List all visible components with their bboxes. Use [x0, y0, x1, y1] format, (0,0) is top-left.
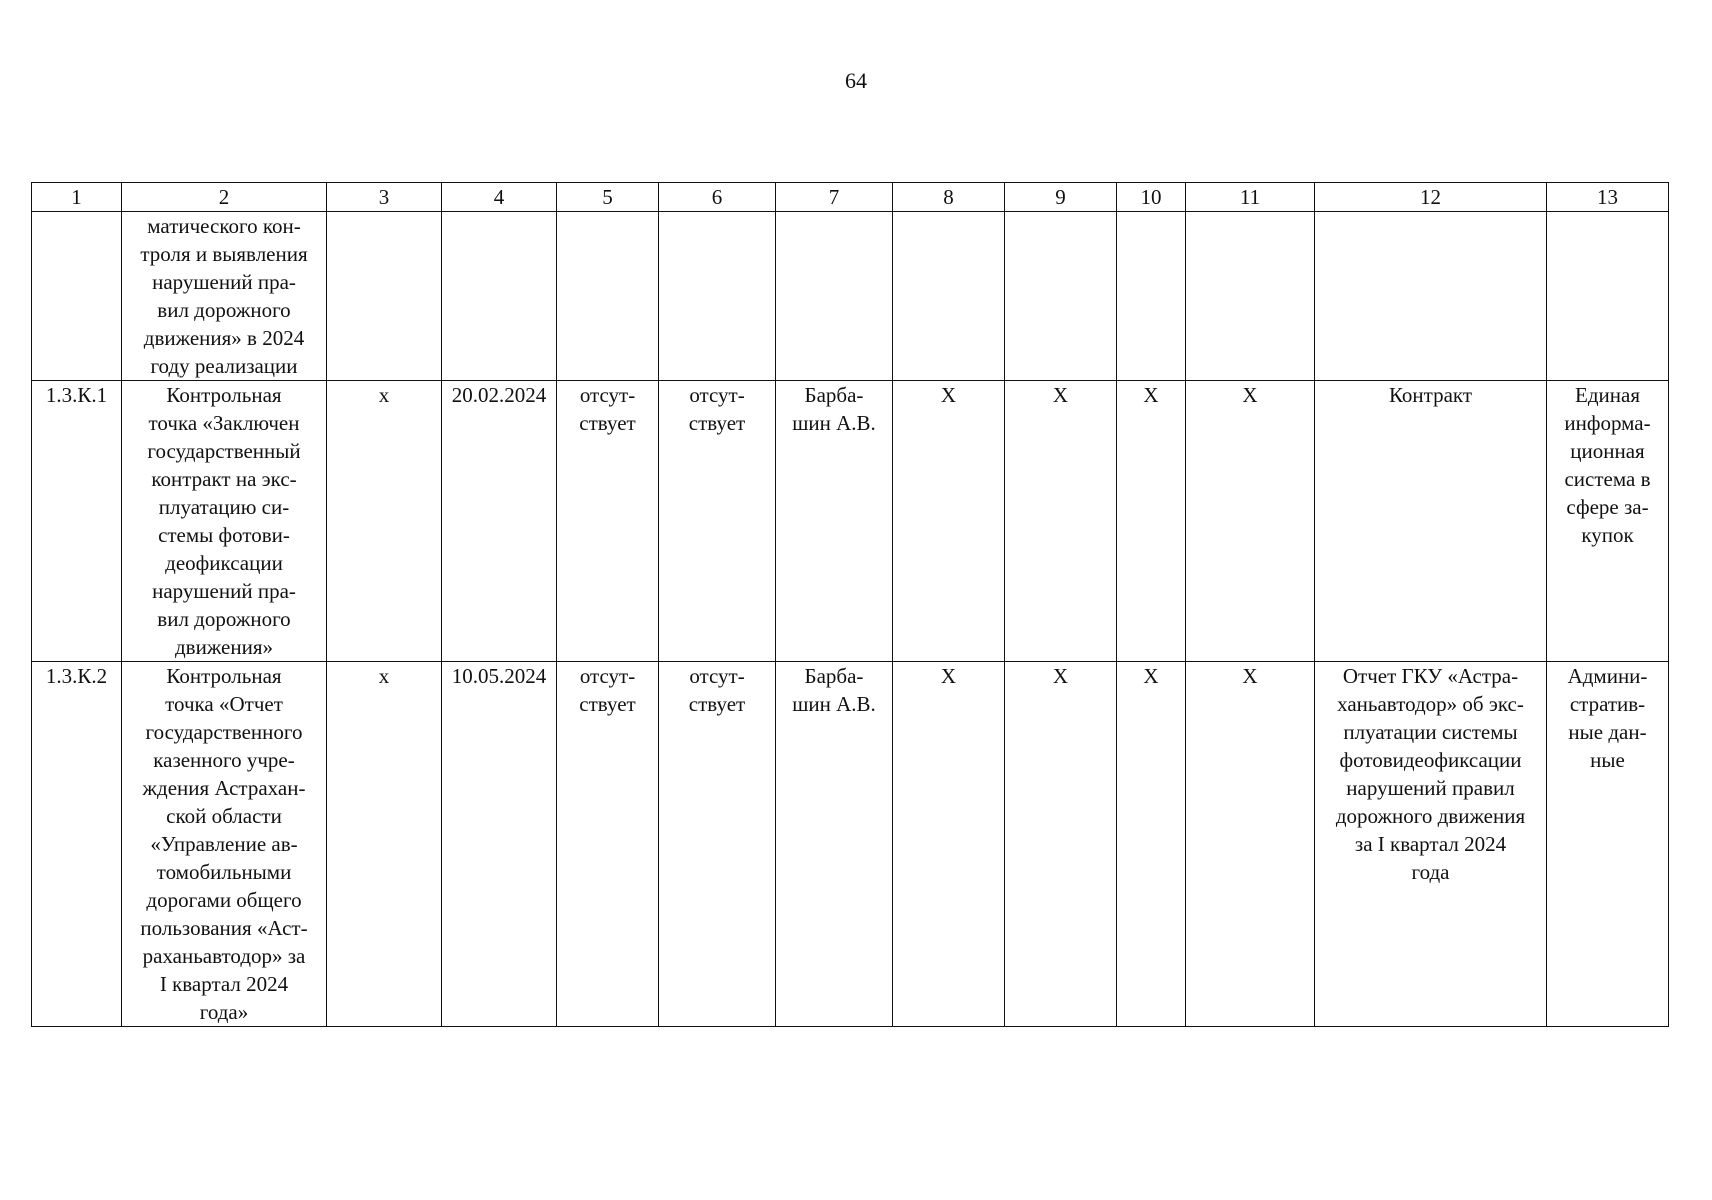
page-number: 64	[845, 68, 867, 93]
table-cell: X	[1117, 662, 1186, 1027]
table-cell: X	[1117, 381, 1186, 662]
responsible-cell: Барба- шин А.В.	[776, 662, 893, 1027]
header-col-9: 9	[1005, 183, 1117, 212]
table-cell	[1117, 212, 1186, 381]
header-col-12: 12	[1315, 183, 1547, 212]
table-cell	[32, 212, 122, 381]
table-cell	[776, 212, 893, 381]
table-row	[32, 662, 1669, 1027]
row-id-cell: 1.3.К.1	[32, 381, 122, 662]
header-col-5: 5	[557, 183, 659, 212]
header-col-3: 3	[327, 183, 442, 212]
table-cell: X	[1186, 662, 1315, 1027]
table-cell: X	[1186, 381, 1315, 662]
date-cell: 10.05.2024	[442, 662, 557, 1027]
table-cell	[557, 212, 659, 381]
table-cell: X	[1005, 381, 1117, 662]
header-col-1: 1	[32, 183, 122, 212]
header-col-8: 8	[893, 183, 1005, 212]
table-cell: отсут- ствует	[557, 662, 659, 1027]
table-cell: отсут- ствует	[659, 381, 776, 662]
header-col-11: 11	[1186, 183, 1315, 212]
table-cell: X	[1005, 662, 1117, 1027]
table-cell: X	[893, 381, 1005, 662]
header-col-6: 6	[659, 183, 776, 212]
table-cell: х	[327, 662, 442, 1027]
control-points-table	[31, 182, 1669, 1027]
table-row	[32, 212, 1669, 381]
result-cell: Отчет ГКУ «Астра- ханьавтодор» об экс- плуатации системы фотовидеофиксации нарушений правил дорожного движения за I квартал 2024 года	[1315, 662, 1547, 1027]
row-id-cell: 1.3.К.2	[32, 662, 122, 1027]
header-col-10: 10	[1117, 183, 1186, 212]
table-cell: X	[893, 662, 1005, 1027]
table-row	[32, 381, 1669, 662]
date-cell: 20.02.2024	[442, 381, 557, 662]
table-cell: отсут- ствует	[557, 381, 659, 662]
source-cell: Админи- стратив- ные дан- ные	[1547, 662, 1669, 1027]
table-cell	[327, 212, 442, 381]
header-row	[32, 183, 1669, 212]
table-cell: матического кон- троля и выявления нарушений пра- вил дорожного движения» в 2024 году реализации	[122, 212, 327, 381]
control-point-name-cell: Контрольная точка «Отчет государственного казенного учре- ждения Астрахан- ской области «Управление ав- томобильными дорогами общего пользования «Аст- раханьавтодор» за I квартал 2024 года»	[122, 662, 327, 1027]
table-cell	[893, 212, 1005, 381]
control-point-name-cell: Контрольная точка «Заключен государственный контракт на экс- плуатацию си- стемы фотови- деофиксации нарушений пра- вил дорожного движения»	[122, 381, 327, 662]
source-cell: Единая информа- ционная система в сфере за- купок	[1547, 381, 1669, 662]
responsible-cell: Барба- шин А.В.	[776, 381, 893, 662]
header-col-2: 2	[122, 183, 327, 212]
header-col-7: 7	[776, 183, 893, 212]
table-cell	[1315, 212, 1547, 381]
table-cell: отсут- ствует	[659, 662, 776, 1027]
table-cell: х	[327, 381, 442, 662]
table-cell	[1005, 212, 1117, 381]
table-cell	[442, 212, 557, 381]
header-col-13: 13	[1547, 183, 1669, 212]
table-cell	[1547, 212, 1669, 381]
header-col-4: 4	[442, 183, 557, 212]
table-cell	[659, 212, 776, 381]
table-cell	[1186, 212, 1315, 381]
result-cell: Контракт	[1315, 381, 1547, 662]
